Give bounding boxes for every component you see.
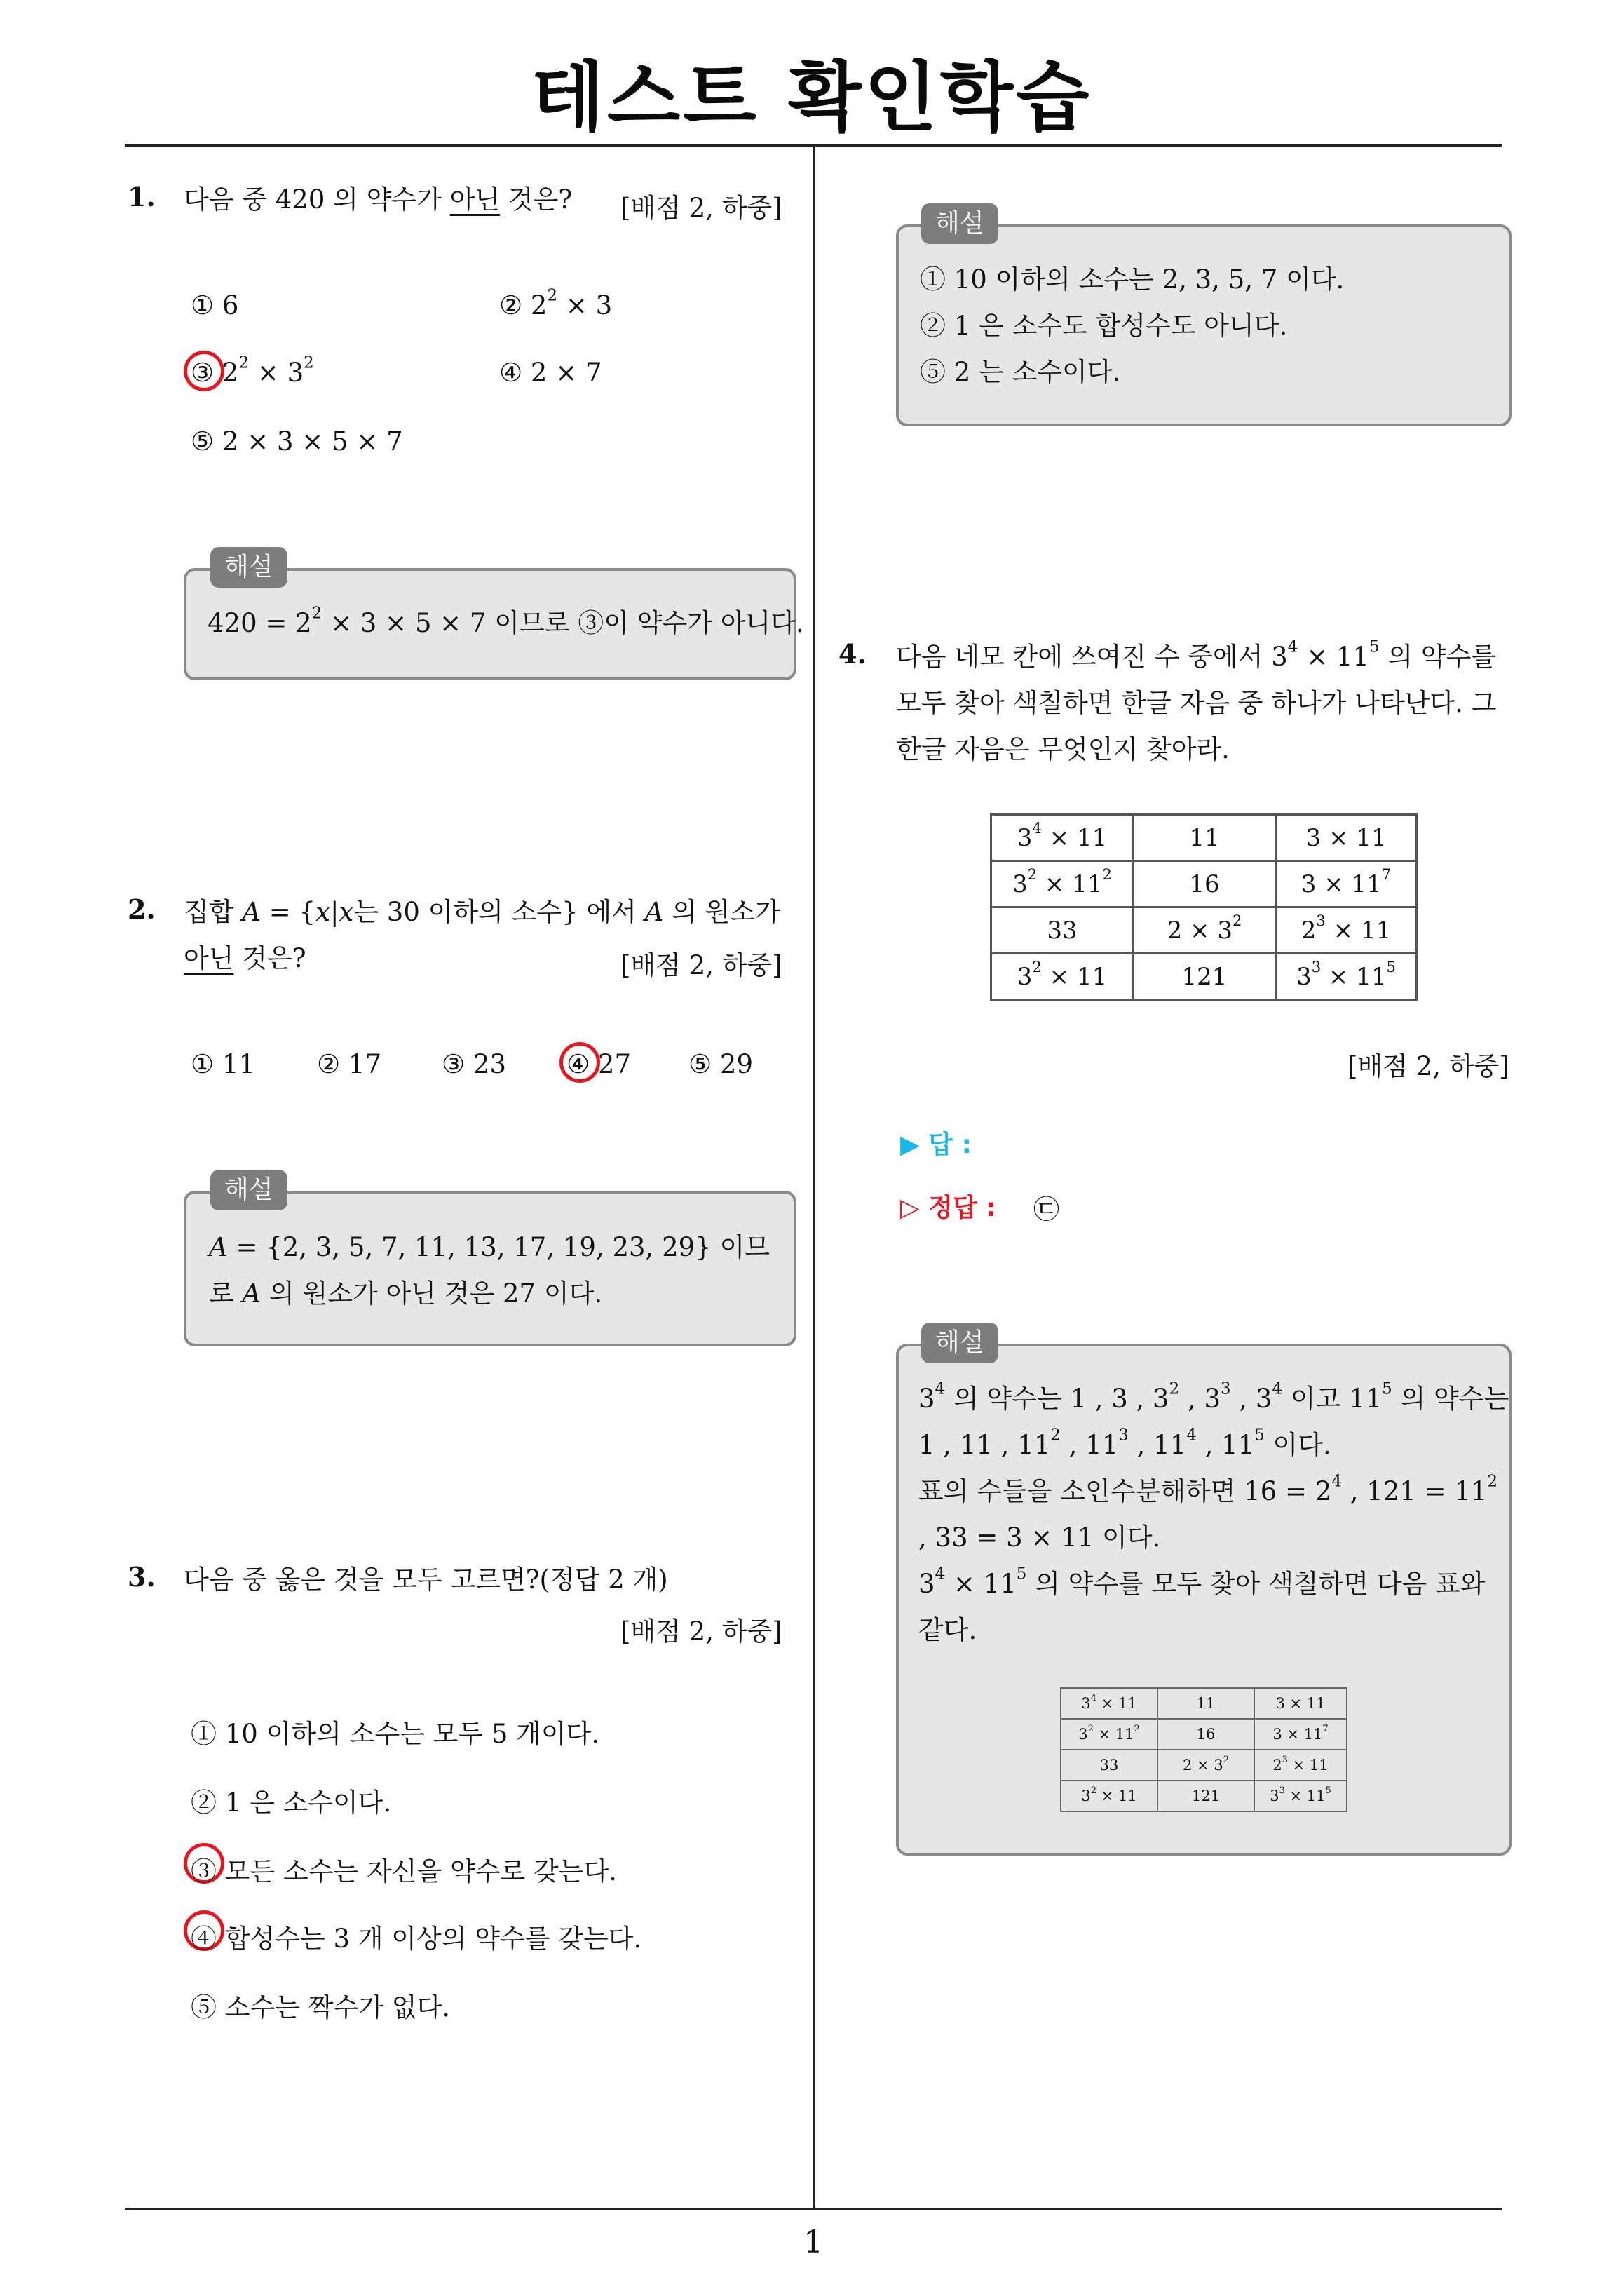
q3-option-5[interactable]: ⑤ 소수는 짝수가 없다. [191,1992,450,2022]
q3-solution-line-3: ⑤ 2 는 소수이다. [920,357,1121,387]
question-3-number: 3. [128,1561,156,1593]
question-1-text [184,177,572,223]
q1-solution-tag: 해설 [210,547,287,588]
q4-cell[interactable]: 3 × 11 [1276,815,1417,861]
q4-solution-cell: 16 [1157,1719,1254,1750]
q4-solution-cell: $2 \times 3^2$ [1157,1750,1254,1781]
question-1-text-b: 것은? [500,184,573,215]
question-3-text: 다음 중 옳은 것을 모두 고르면?(정답 2 개) [184,1565,668,1595]
column-divider [813,144,815,2209]
q1-option-4[interactable]: ④ 2 × 7 [499,358,602,388]
q4-solution-tag: 해설 [921,1323,998,1363]
q4-solution-cell: 33 [1061,1750,1157,1781]
answer-label: ▶ 답 : [900,1130,972,1159]
question-4-line-3: 한글 자음은 무엇인지 찾아라. [896,734,1230,764]
q4-solution-cell: $3^2 \times 11$ [1061,1781,1157,1811]
question-2-number: 2. [128,893,156,925]
q1-option-1[interactable]: ① 6 [191,290,239,320]
q3-option-3[interactable]: ③ 모든 소수는 자신을 약수로 갖는다. [191,1856,617,1886]
q1-solution-text: $420 = 2^2 \times 3 \times 5 \times 7$ 이므로 ③이 약수가 아니다. [208,604,804,638]
question-1-text-a: 다음 중 420 의 약수가 [184,184,450,215]
question-3-score: [배점 2, 하중] [620,1616,782,1647]
question-4-line-1: 다음 네모 칸에 쓰여진 수 중에서 $3^4 \times 11^5$ 의 약수를 [896,637,1497,672]
question-2-underlined: 아닌 [184,943,234,973]
q1-option-3[interactable]: ③ $2^2 \times 3^2$ [191,353,314,388]
q2-option-5[interactable]: ⑤ 29 [688,1049,754,1079]
q4-solution-cell: $3^3 \times 11^5$ [1254,1781,1347,1811]
q4-cell[interactable]: 11 [1134,815,1276,861]
q4-cell[interactable]: 33 [991,907,1134,954]
question-2-line-1: 집합 A = {x|x는 30 이하의 소수} 에서 A 의 원소가 [184,897,780,927]
q4-cell[interactable]: $3^2 \times 11$ [991,954,1134,1000]
q4-cell[interactable]: $3 \times 11^7$ [1276,861,1417,907]
q4-solution-line-6: 같다. [918,1615,977,1645]
q4-cell[interactable]: $3^3 \times 11^5$ [1276,954,1417,1000]
q4-solution-cell: $3^4 \times 11$ [1061,1688,1157,1719]
q4-number-table [990,813,1418,1001]
q2-solution-line-2: 로 A 의 원소가 아닌 것은 27 이다. [209,1278,603,1309]
correct-answer-value: ㉢ [1033,1194,1059,1224]
q4-solution-table [1060,1687,1347,1812]
q4-solution-line-2: 1 , 11 , $11^2$ , $11^3$ , $11^4$ , $11^5$ 이다. [918,1426,1331,1460]
q4-solution-cell: 121 [1157,1781,1254,1811]
q2-option-4[interactable]: ④ 27 [566,1049,632,1079]
q4-cell[interactable]: 16 [1134,861,1276,907]
q4-cell[interactable]: $3^2 \times 11^2$ [991,861,1134,907]
question-4-score: [배점 2, 하중] [1347,1051,1509,1081]
q4-solution-cell: $2^3 \times 11$ [1254,1750,1347,1781]
q4-cell[interactable]: $3^4 \times 11$ [991,815,1134,861]
q4-solution-cell: 3 × 11 [1254,1688,1347,1719]
q3-solution-line-2: ② 1 은 소수도 합성수도 아니다. [920,311,1288,341]
page-title: 테스트 확인학습 [531,54,1092,142]
q2-solution-line-1: A = {2, 3, 5, 7, 11, 13, 17, 19, 23, 29} 이므 [209,1232,770,1262]
q4-solution-cell: $3^2 \times 11^2$ [1061,1719,1157,1750]
q4-solution-line-1: $3^4$ 의 약수는 1 , 3 , $3^2$ , $3^3$ , $3^4$ 이고 $11^5$ 의 약수는 [918,1379,1509,1414]
q2-solution-tag: 해설 [210,1170,287,1210]
q3-option-2[interactable]: ② 1 은 소수이다. [191,1788,392,1818]
question-4-line-2: 모두 찾아 색칠하면 한글 자음 중 하나가 나타난다. 그 [896,688,1497,718]
q2-option-3[interactable]: ③ 23 [442,1049,507,1079]
q4-cell[interactable]: $2^3 \times 11$ [1276,907,1417,954]
bottom-divider [125,2208,1502,2210]
q2-option-1[interactable]: ① 11 [191,1049,256,1079]
q1-option-5[interactable]: ⑤ 2 × 3 × 5 × 7 [191,426,403,457]
question-4-number: 4. [838,638,867,670]
question-1-number: 1. [128,181,156,212]
q4-solution-line-3: 표의 수들을 소인수분해하면 $16 = 2^4$ , $121 = 11^2$ [918,1472,1498,1506]
question-1-score: [배점 2, 하중] [620,193,782,223]
q4-cell[interactable]: $2 \times 3^2$ [1134,907,1276,954]
q4-solution-cell: 11 [1157,1688,1254,1719]
q4-solution-line-4: , 33 = 3 × 11 이다. [918,1522,1161,1553]
page-number: 1 [803,2224,823,2260]
question-2-text-b: 것은? [233,943,306,973]
q4-cell[interactable]: 121 [1134,954,1276,1000]
q3-option-1[interactable]: ① 10 이하의 소수는 모두 5 개이다. [191,1719,600,1749]
q2-option-2[interactable]: ② 17 [317,1049,382,1079]
correct-answer-label: ▷ 정답 : [900,1194,996,1222]
q3-solution-tag: 해설 [921,203,998,244]
q4-solution-cell: $3 \times 11^7$ [1254,1719,1347,1750]
q3-solution-line-1: ① 10 이하의 소수는 2, 3, 5, 7 이다. [920,264,1345,295]
question-2-line-2 [184,936,306,982]
question-2-score: [배점 2, 하중] [620,950,782,980]
q4-solution-line-5: $3^4 \times 11^5$ 의 약수를 모두 찾아 색칠하면 다음 표와 [918,1565,1486,1599]
question-1-underlined: 아닌 [449,184,501,215]
q3-option-4[interactable]: ④ 합성수는 3 개 이상의 약수를 갖는다. [191,1924,642,1954]
q1-option-2[interactable]: ② $2^2 \times 3$ [499,286,613,320]
